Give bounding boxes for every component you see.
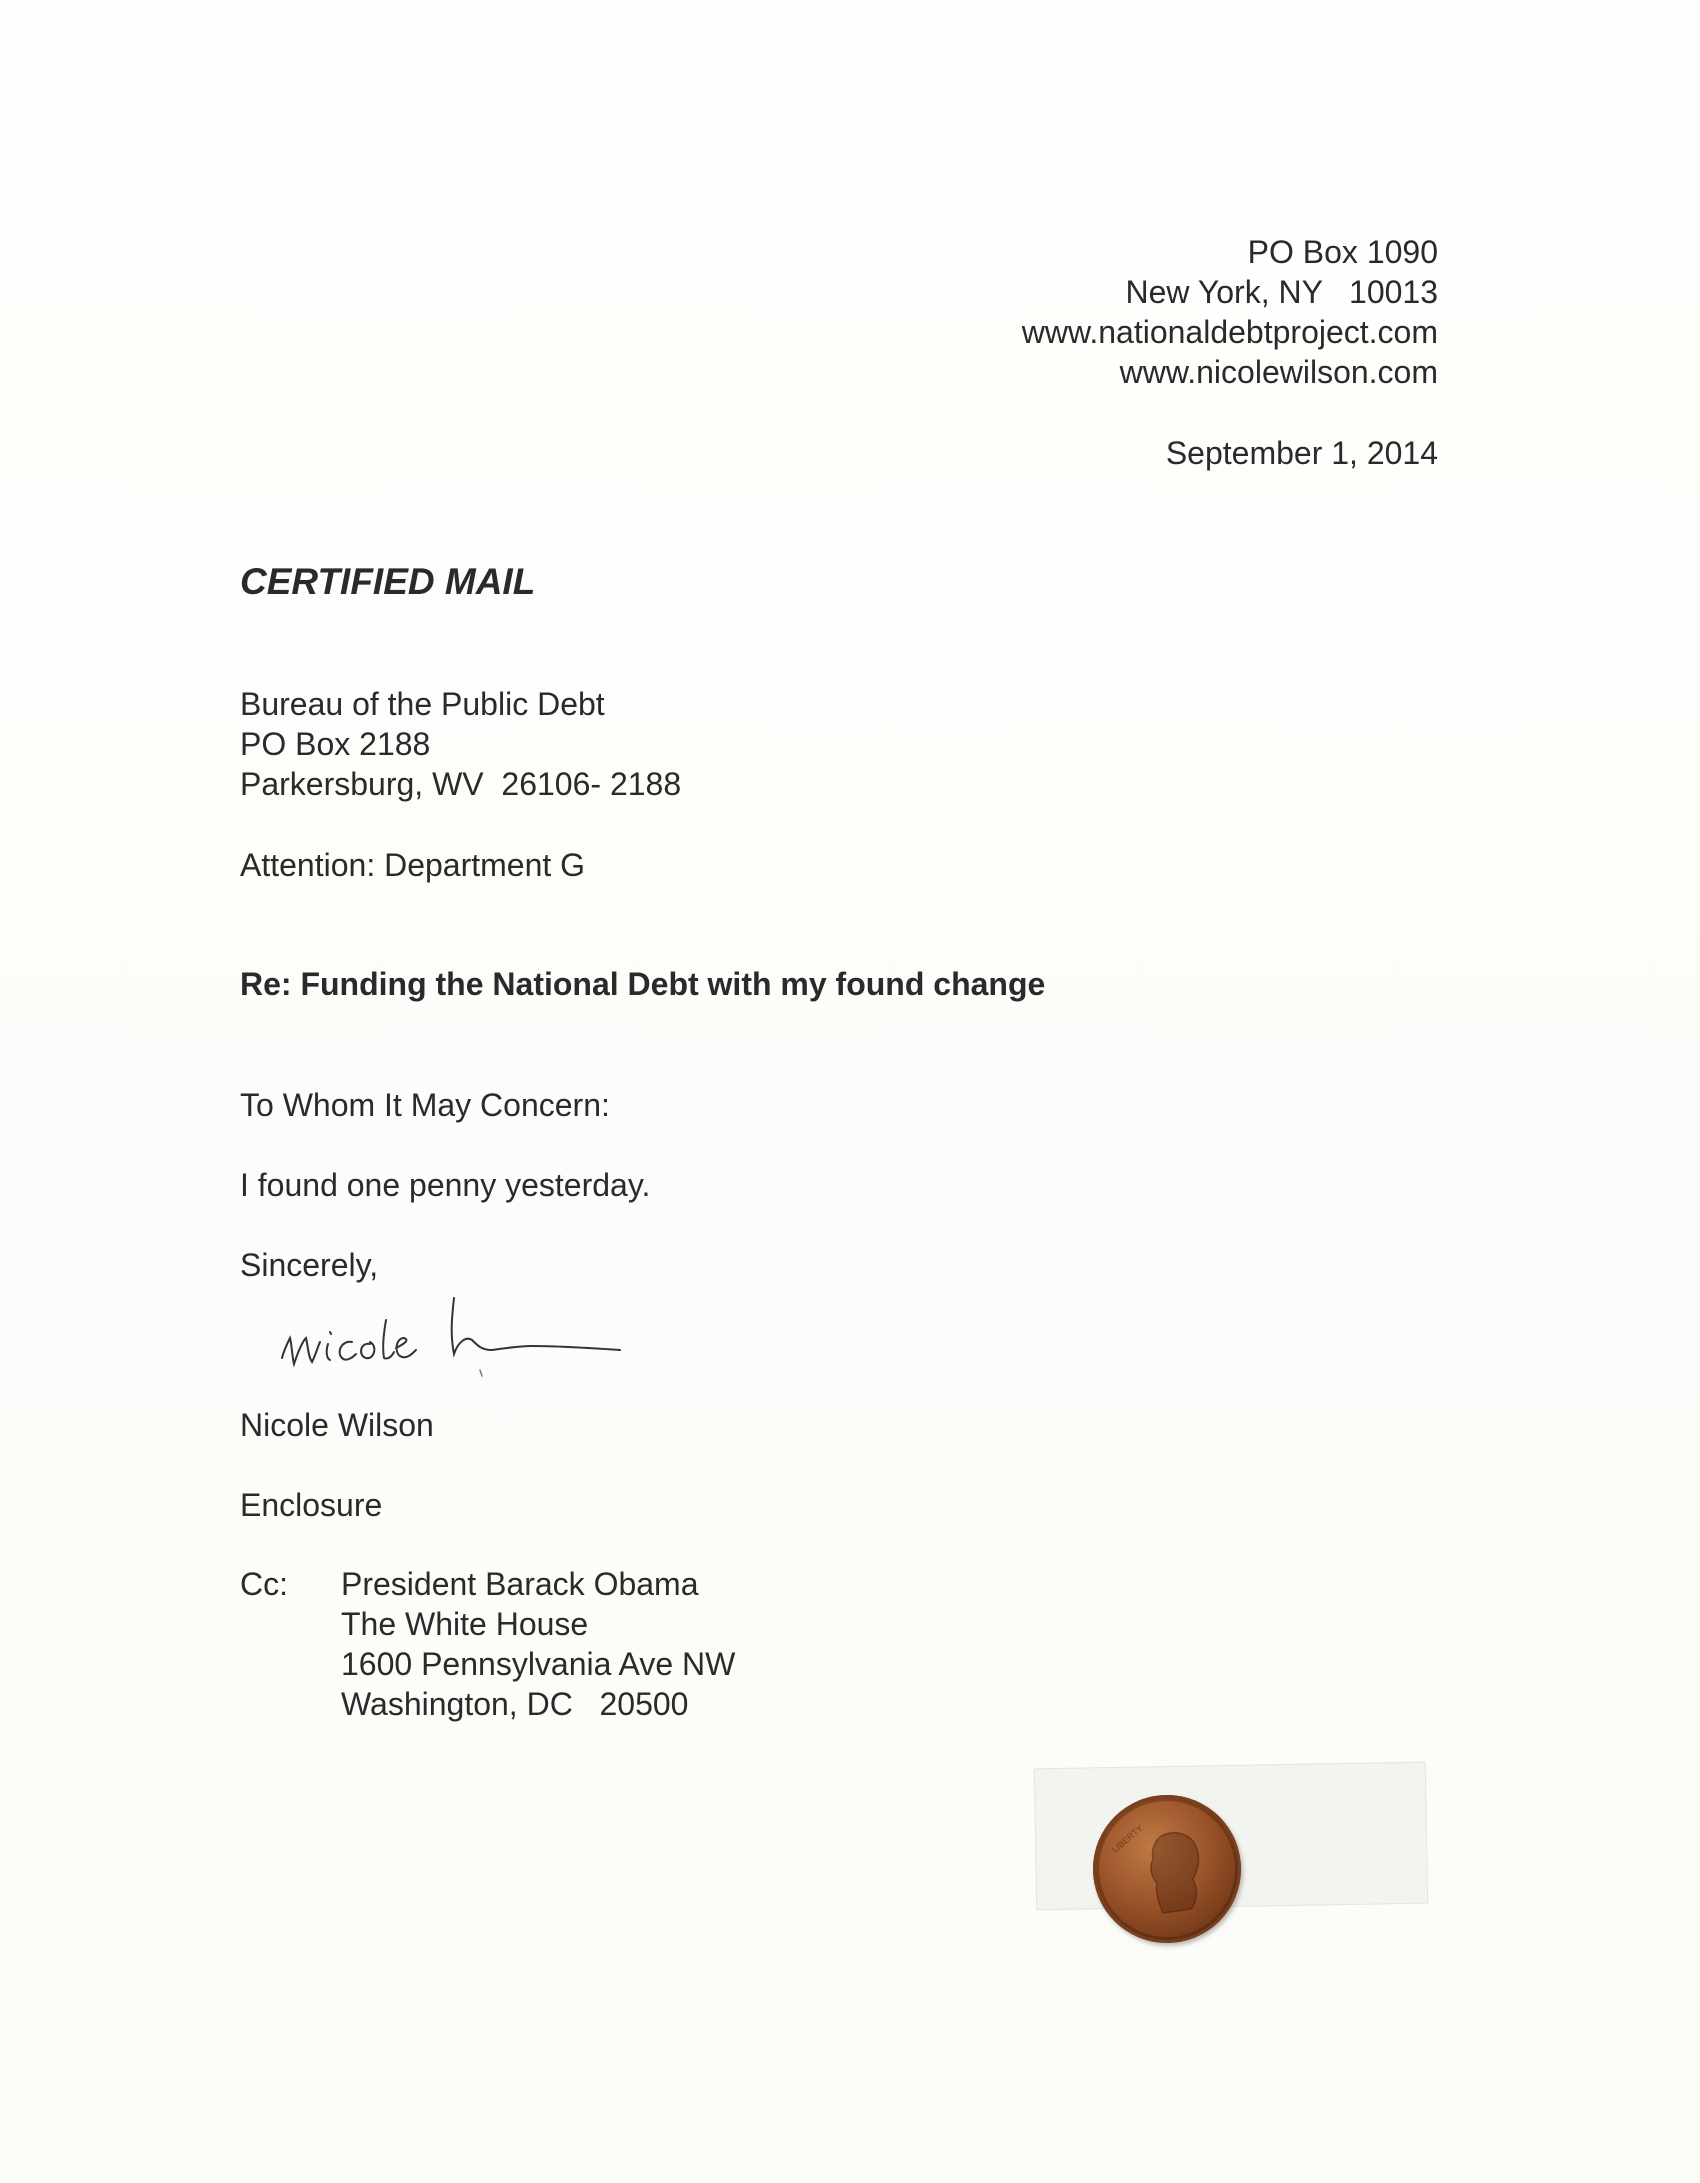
closing-text: Sincerely, [240,1247,379,1283]
body-paragraph [240,1165,650,1205]
salutation [240,1085,610,1125]
sender-city-line: New York, NY 10013 [1125,274,1438,310]
cc-name: President Barack Obama [341,1566,699,1602]
cc-address [341,1564,735,1724]
cc-city-line: Washington, DC 20500 [341,1686,689,1722]
salutation-text: To Whom It May Concern: [240,1087,610,1123]
signer-name: Nicole Wilson [240,1407,434,1443]
cc-org: The White House [341,1606,589,1642]
attention-text: Attention: Department G [240,847,586,883]
recipient-city-line: Parkersburg, WV 26106- 2188 [240,766,682,802]
signer-block [240,1405,434,1445]
closing [240,1245,378,1285]
penny-coin [1093,1795,1241,1943]
recipient-name: Bureau of the Public Debt [240,686,605,722]
cc-street: 1600 Pennsylvania Ave NW [341,1646,736,1682]
handwritten-signature [270,1280,640,1390]
sender-website-2: www.nicolewilson.com [1119,354,1438,390]
certified-mail-heading: CERTIFIED MAIL [240,561,536,602]
sender-website-1: www.nationaldebtproject.com [1021,314,1438,350]
subject-line: Re: Funding the National Debt with my found change [240,966,1046,1002]
enclosure-block [240,1485,382,1525]
penny-inscription: LIBERTY [1109,1822,1145,1855]
sender-address [838,232,1438,392]
sender-po-box: PO Box 1090 [1247,234,1438,270]
cc-label: Cc: [240,1566,288,1602]
enclosure-text: Enclosure [240,1487,383,1523]
letter-date: September 1, 2014 [1165,435,1438,471]
recipient-address [240,684,681,804]
body-text: I found one penny yesterday. [240,1167,651,1203]
recipient-po-box: PO Box 2188 [240,726,431,762]
attention-line [240,845,585,885]
